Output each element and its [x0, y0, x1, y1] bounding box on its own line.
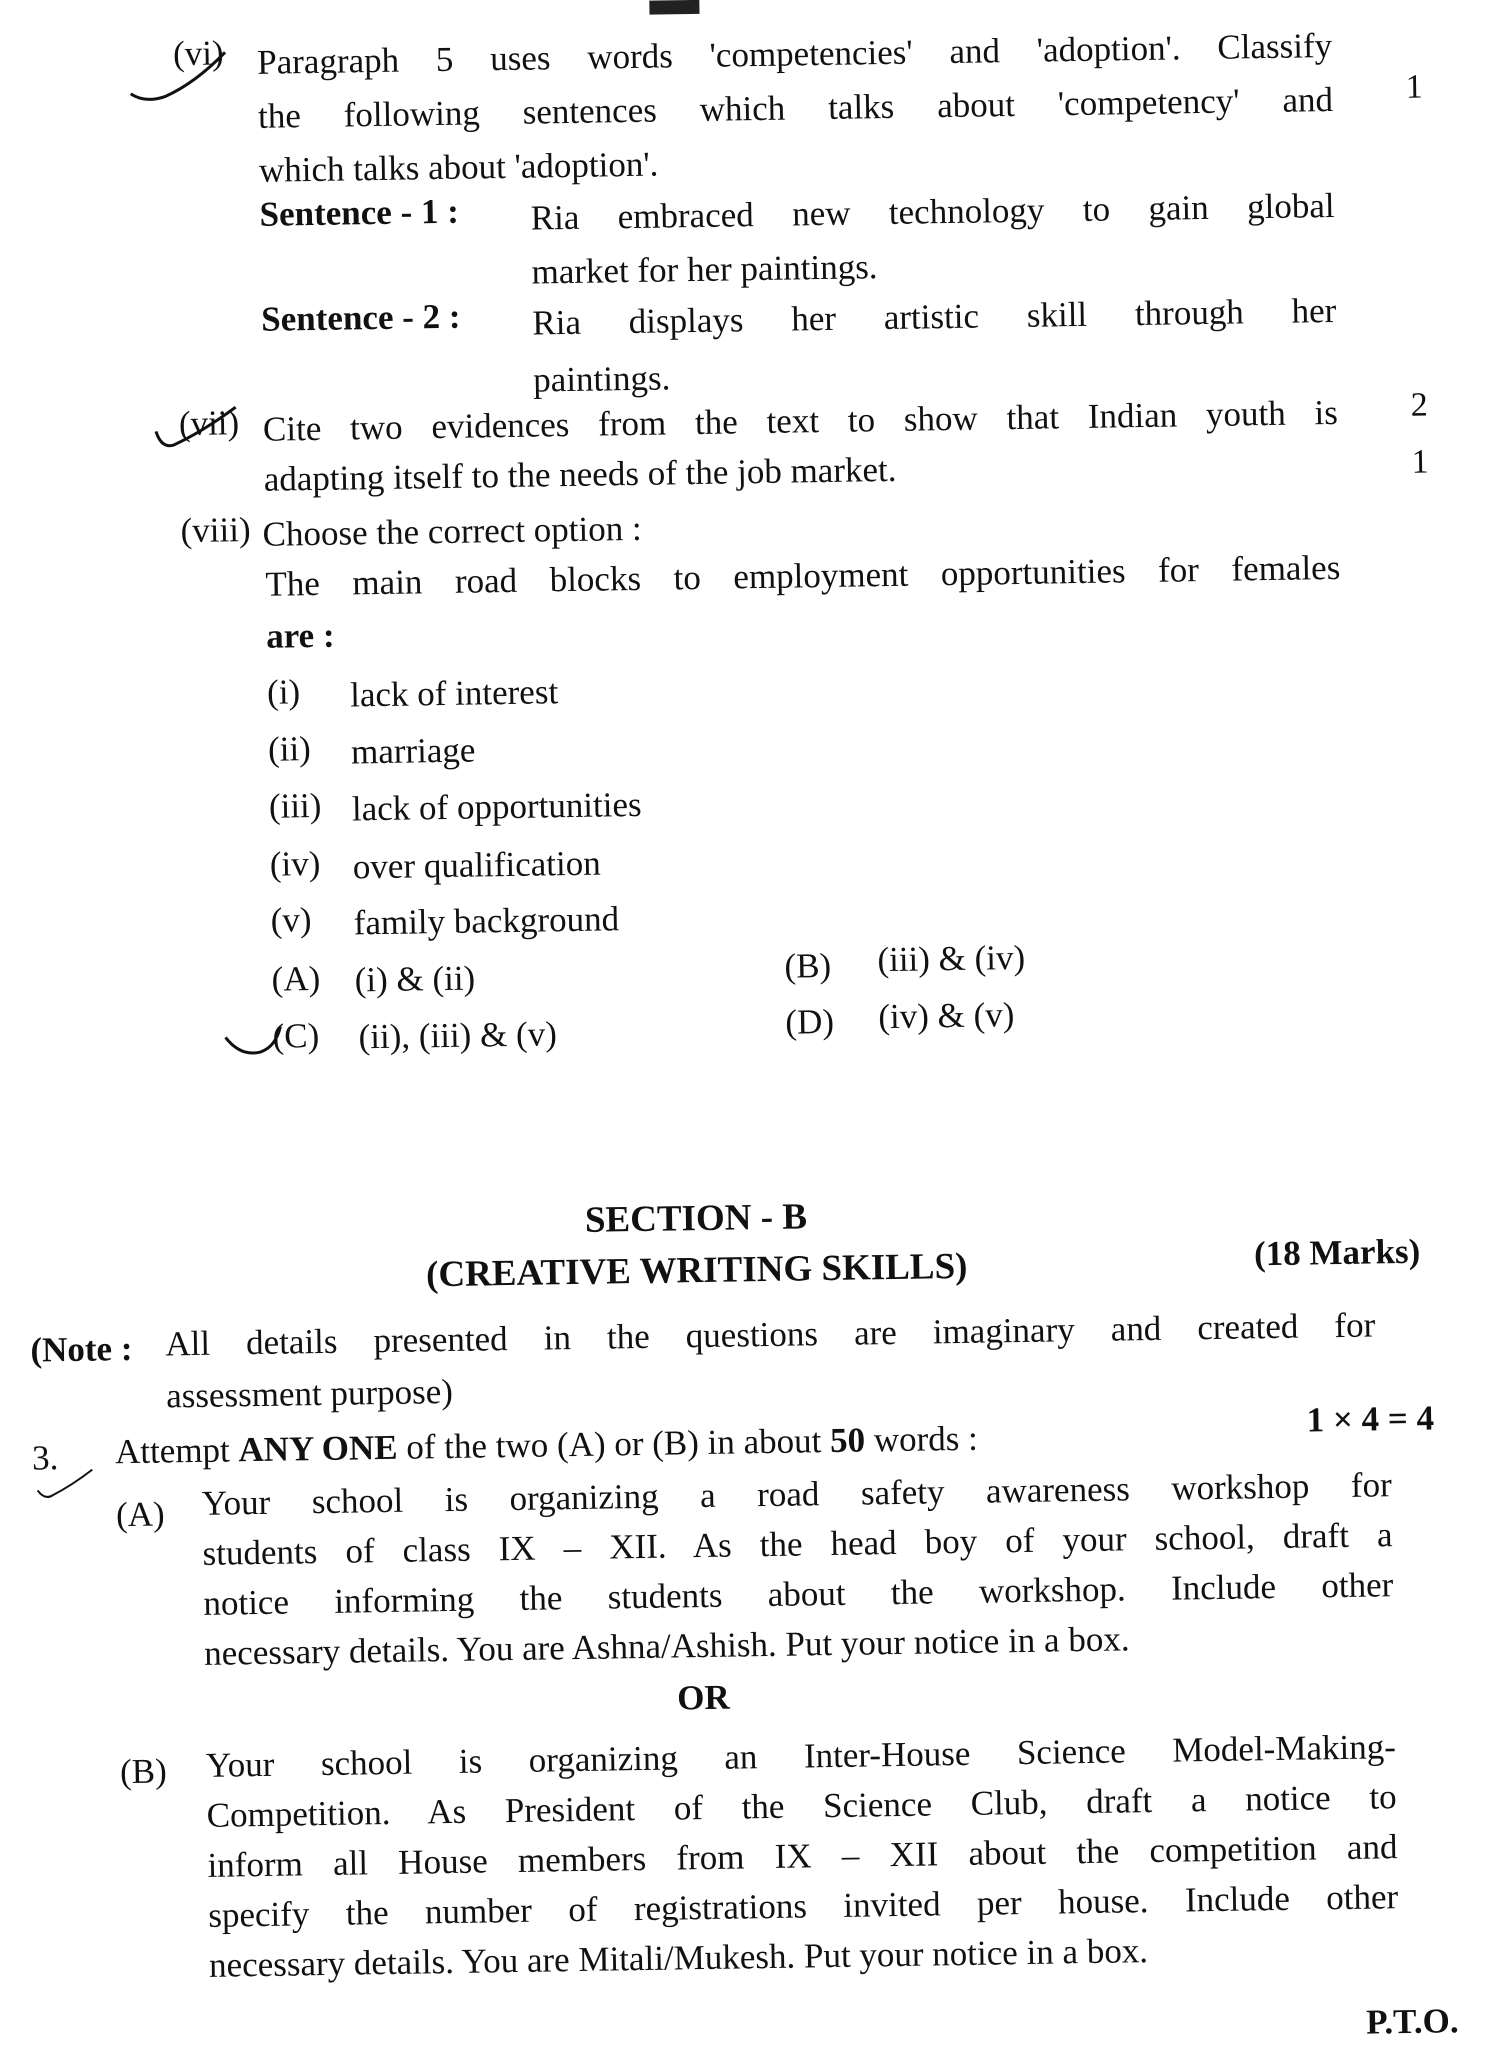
- option-label: (C): [272, 1015, 320, 1056]
- option-text: specify the number of registrations invited per house. Include other: [208, 1877, 1399, 1935]
- option-text: necessary details. You are Mitali/Mukesh. Put your notice in a box.: [208, 1931, 1149, 1985]
- question-text: The main road blocks to employment opportunities for females: [265, 547, 1341, 604]
- prompt-text: of the two (A) or (B) in about: [397, 1421, 831, 1467]
- note-text: All details presented in the questions are imaginary and created for: [165, 1305, 1376, 1364]
- question-text: which talks about 'adoption'.: [258, 144, 659, 190]
- sentence-label: Sentence - 1 :: [259, 191, 460, 234]
- list-item-text: lack of opportunities: [351, 784, 642, 829]
- option-label: (B): [784, 945, 832, 986]
- section-title: SECTION - B: [584, 1196, 808, 1241]
- sentence-text: Ria displays her artistic skill through her: [532, 290, 1337, 343]
- list-item-number: (i): [266, 672, 301, 712]
- option-text: (i) & (ii): [354, 958, 476, 1000]
- option-text: (iv) & (v): [877, 995, 1015, 1037]
- question-text: the following sentences which talks about 'competency' and: [257, 79, 1334, 136]
- handwritten-check-icon: [125, 47, 236, 109]
- question-number: (vii): [178, 403, 240, 444]
- option-text: (ii), (iii) & (v): [358, 1014, 558, 1057]
- option-text: Your school is organizing an Inter-House Science Model-Making-: [205, 1727, 1397, 1785]
- question-text: Choose the correct option :: [262, 508, 642, 554]
- marks: 1: [1411, 443, 1429, 481]
- section-subtitle: (CREATIVE WRITING SKILLS): [425, 1245, 968, 1296]
- question-text: are :: [265, 615, 335, 656]
- sentence-text: Ria embraced new technology to gain global: [530, 185, 1335, 238]
- prompt-emphasis: 50: [829, 1420, 866, 1461]
- option-label: (A): [115, 1494, 165, 1535]
- list-item-number: (iii): [268, 785, 322, 826]
- header-mark: [649, 0, 699, 15]
- marks: 1 × 4 = 4: [1306, 1398, 1435, 1440]
- list-item-text: marriage: [350, 730, 476, 772]
- option-text: Your school is organizing a road safety awareness workshop for: [201, 1465, 1393, 1523]
- or-separator: OR: [676, 1677, 731, 1718]
- question-text: Paragraph 5 uses words 'competencies' and 'adoption'. Classify: [256, 25, 1333, 82]
- option-label: (B): [119, 1751, 168, 1792]
- prompt-text: Attempt: [114, 1430, 239, 1472]
- sentence-label: Sentence - 2 :: [260, 296, 461, 339]
- option-text: notice informing the students about the workshop. Include other: [203, 1565, 1394, 1623]
- question-prompt: [114, 1418, 979, 1472]
- list-item-number: (ii): [267, 729, 312, 769]
- handwritten-check-icon: [151, 402, 242, 463]
- marks: 2: [1410, 386, 1429, 424]
- list-item-text: over qualification: [352, 843, 601, 887]
- handwritten-check-icon: [220, 1011, 311, 1072]
- list-item-number: (v): [270, 900, 312, 940]
- option-text: students of class IX – XII. As the head boy of your school, draft a: [202, 1515, 1393, 1573]
- question-number: (viii): [180, 510, 251, 551]
- option-text: Competition. As President of the Science Club, draft a notice to: [206, 1777, 1397, 1835]
- option-text: necessary details. You are Ashna/Ashish. Put your notice in a box.: [203, 1619, 1130, 1673]
- question-number: (vi): [172, 33, 224, 74]
- sentence-text: paintings.: [532, 358, 671, 400]
- list-item-text: family background: [353, 899, 620, 943]
- option-text: inform all House members from IX – XII about the competition and: [207, 1827, 1398, 1885]
- prompt-emphasis: ANY ONE: [238, 1427, 398, 1470]
- marks: 1: [1405, 68, 1424, 106]
- option-label: (D): [785, 1001, 835, 1042]
- option-label: (A): [271, 958, 321, 999]
- question-number: 3.: [31, 1438, 59, 1478]
- sentence-text: market for her paintings.: [531, 247, 878, 292]
- list-item-number: (iv): [269, 843, 321, 884]
- question-text: adapting itself to the needs of the job market.: [263, 449, 897, 499]
- note-label: (Note :: [30, 1328, 133, 1370]
- list-item-text: lack of interest: [349, 672, 559, 715]
- prompt-text: words :: [864, 1418, 979, 1460]
- section-marks: (18 Marks): [1253, 1231, 1421, 1274]
- question-text: Cite two evidences from the text to show that Indian youth is: [262, 392, 1339, 449]
- page-footer-pto: P.T.O.: [1365, 2001, 1459, 2042]
- option-text: (iii) & (iv): [877, 937, 1026, 980]
- handwritten-check-icon: [32, 1464, 103, 1515]
- note-text: assessment purpose): [165, 1371, 454, 1416]
